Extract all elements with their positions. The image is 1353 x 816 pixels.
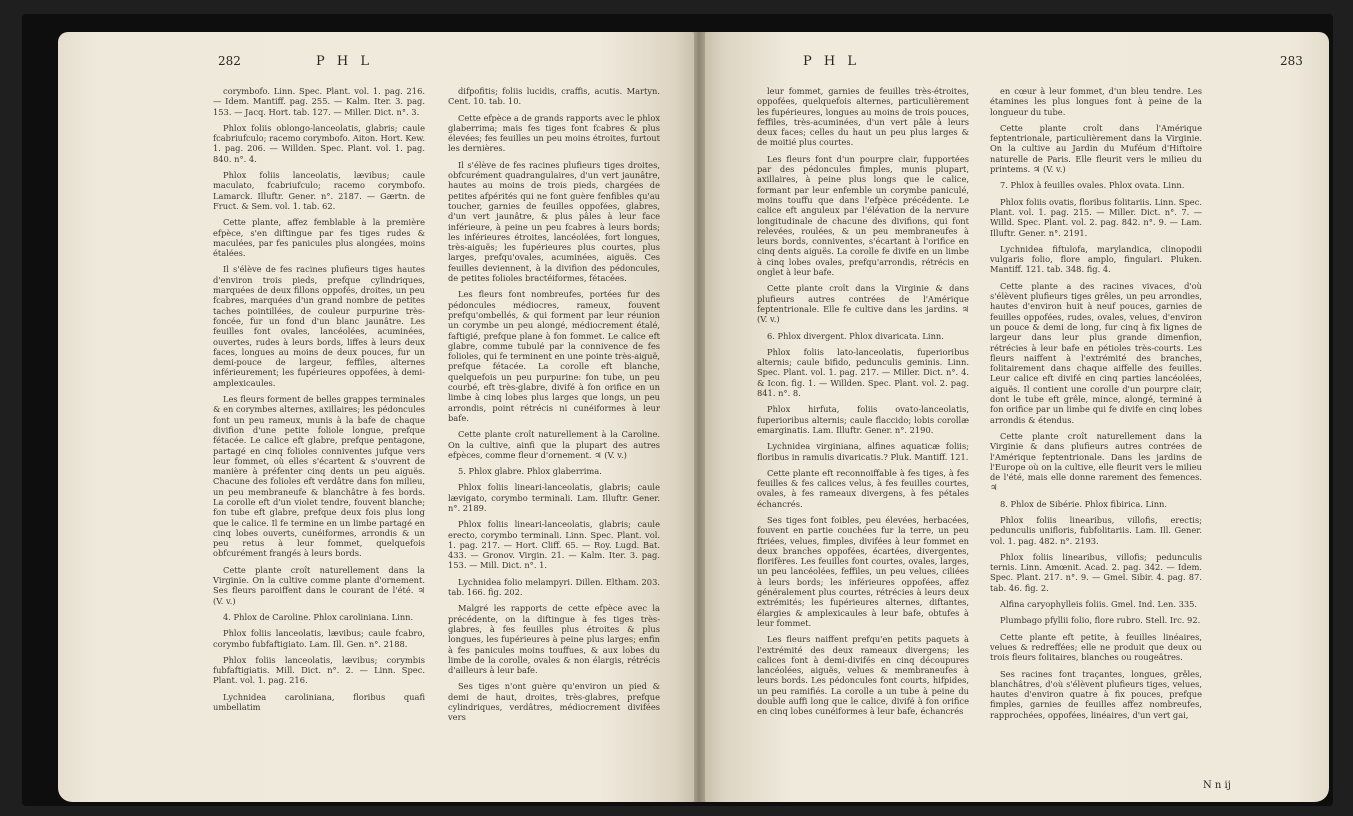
paragraph: 8. Phlox de Sibérie. Phlox fibirica. Linn. — [1000, 498, 1168, 509]
paragraph: leur fommet, garnies de feuilles très-étroites, oppofées, quelquefois alternes, particulièrement les fupérieures, longues au moins de trois pouces, feffiles, très-acuminées, d'un vert pâle à leurs deux faces; celles du haut un peu plus larges & de moitié plus courtes. — [757, 86, 969, 148]
open-book — [22, 14, 1333, 806]
paragraph: 6. Phlox divergent. Phlox divaricata. Linn. — [767, 330, 944, 341]
left-page — [58, 32, 694, 802]
paragraph: Phlox foliis ovatis, floribus folitariis. Linn. Spec. Plant. vol. 1. pag. 215. — Miller. Dict. n°. 7. — Willd. Spec. Plant. vol. 2. pag. 842. n°. 9. — Lam. Illuftr. Gener. n°. 2191. — [990, 196, 1202, 238]
paragraph: Il s'élève de fes racines plufieurs tiges droites, obfcurément quadrangulaires, d'un vert jaunâtre, hautes au moins de trois pieds, chargées de petites afpérités qui ne font guère fenfibles qu'au toucher, garnies de feuilles oppofées, glabres, d'un vert jaunâtre, & plus pâles à leur face inférieure, à peine un peu fcabres à leurs bords; les inférieures étroites, lancéolées, fort longues, très-aiguës; les fupérieures plus courtes, plus larges, prefqu'ovales, acuminées, aiguës. Ces feuilles deviennent, à la divifion des pédoncules, de petites folioles bractéiformes, fétacées. — [448, 159, 660, 284]
paragraph: Phlox foliis lanceolatis, lævibus; corymbis fubfaftigiatis. Mill. Dict. n°. 2. — Linn. Spec. Plant. vol. 1. pag. 216. — [213, 654, 425, 686]
left-column-2 — [448, 86, 660, 729]
paragraph: Lychnidea fiftulofa, marylandica, clinopodii vulgaris folio, flore amplo, fingulari. Pluken. Mantiff. 121. tab. 348. fig. 4. — [990, 243, 1202, 275]
paragraph: Alfina caryophylleis foliis. Gmel. Ind. Len. 335. — [1000, 599, 1198, 610]
paragraph: Malgré les rapports de cette efpèce avec la précédente, on la diftingue à fes tiges très-glabres, à fes feuilles plus étroites & plus longues, les fupérieures à peine plus larges; enfin à fes panicules moins touffues, & aux lobes du limbe de la corolle, ovales & non élargis, rétrécis d'ailleurs à leur bafe. — [448, 603, 660, 676]
paragraph: 4. Phlox de Caroline. Phlox caroliniana. Linn. — [223, 611, 414, 622]
paragraph: en cœur à leur fommet, d'un bleu tendre. Les étamines les plus longues font à peine de la longueur du tube. — [990, 86, 1202, 117]
paragraph: Cette plante croît naturellement dans la Virginie & dans plufieurs autres contrées de l'Amérique feptentrionale. Dans les jardins de l'Europe où on la cultive, elle fleurit vers le milieu de l'été, mais elle donne rarement des femences. ♃ — [990, 430, 1202, 493]
paragraph: Les fleurs forment de belles grappes terminales & en corymbes alternes, axillaires; les pédoncules font un peu rameux, munis à la bafe de chaque divifion d'une petite foliole longue, prefque fétacée. Le calice eft glabre, prefque pentagone, partagé en cinq folioles conniventes jufque vers leur fommet, où elles s'écartent & s'ouvrent de manière à préfenter cinq dents un peu aiguës. Chacune des folioles eft verdâtre dans fon milieu, un peu membraneufe & blanchâtre à fes bords. La corolle eft d'un violet tendre, fouvent blanche; fon tube eft glabre, prefque deux fois plus long que le calice. Il fe termine en un limbe partagé en cinq lobes ouverts, cunéiformes, arrondis & un peu retus à leur fommet, quelquefois obfcurément frangés à leurs bords. — [213, 394, 425, 559]
paragraph: 5. Phlox glabre. Phlox glaberrima. — [458, 466, 602, 477]
right-column-2 — [990, 86, 1202, 726]
paragraph: Phlox hirfuta, foliis ovato-lanceolatis, fuperioribus alternis; caule flaccido; lobis corollæ emarginatis. Lam. Illuftr. Gener. n°. 2190. — [757, 404, 969, 435]
paragraph: Cette plante croît dans la Virginie & dans plufieurs autres contrées de l'Amérique feptentrionale. Elle fe cultive dans les jardins. ♃ (V. v.) — [757, 283, 969, 325]
paragraph: Cette plante, affez femblable à la première efpèce, s'en diftingue par fes tiges rudes & maculées, par fes panicules plus alongées, moins étalées. — [213, 217, 425, 259]
paragraph: Cette plante croît dans l'Amérique feptentrionale, particulièrement dans la Virginie. On la cultive au Jardin du Muféum d'Hiftoire naturelle de Paris. Elle fleurit vers le milieu du printems. ♃ (V. v.) — [990, 122, 1202, 175]
right-column-1 — [757, 86, 969, 723]
paragraph: Cette plante eft reconnoiffable à fes tiges, à fes feuilles & fes calices velus, à fes feuilles courtes, ovales, à fes rameaux divergens, à fes pétales échancrés. — [757, 467, 969, 509]
paragraph: Les fleurs font nombreufes, portées fur des pédoncules médiocres, rameux, fouvent prefqu'ombellés, & qui forment par leur réunion un corymbe un peu alongé, médiocrement étalé, faftigié, prefque plane à fon fommet. Le calice eft glabre, comme tubulé par la connivence de fes folioles, qui fe terminent en une pointe très-aiguë, prefque fétacée. La corolle eft blanche, quelquefois un peu purpurine: fon tube, un peu courbé, eft très-glabre, divifé à fon orifice en un limbe à cinq lobes plus larges que longs, un peu arrondis, point rétrécis ni cunéiformes à leur bafe. — [448, 289, 660, 423]
right-page-number: 283 — [1280, 54, 1303, 68]
paragraph: Ses tiges n'ont guère qu'environ un pied & demi de haut, droites, très-glabres, prefque cylindriques, verdâtres, médiocrement divifées vers — [448, 681, 660, 723]
paragraph: Phlox foliis lanceolatis, lævibus; caule maculato, fcabriufculo; racemo corymbofo. Lamarck. Illuftr. Gener. n°. 2187. — Gærtn. de Fruct. & Sem. vol. 1. tab. 62. — [213, 170, 425, 211]
paragraph: corymbofo. Linn. Spec. Plant. vol. 1. pag. 216. — Idem. Mantiff. pag. 255. — Kalm. Iter. 3. pag. 153. — Jacq. Hort. tab. 127. — Miller. Dict. n°. 3. — [213, 86, 425, 117]
paragraph: Cette plante croît naturellement dans la Virginie. On la cultive comme plante d'ornement. Ses fleurs paroiffent dans le courant de l'été. ♃ (V. v.) — [213, 564, 425, 606]
right-running-head: P H L — [803, 54, 860, 69]
paragraph: Ses racines font traçantes, longues, grêles, blanchâtres, d'où s'élèvent plufieurs tiges, velues, hautes d'environ quatre à fix pouces, prefque fimples, garnies de feuilles affez nombreufes, rapprochées, oppofées, linéaires, d'un vert gai, — [990, 668, 1202, 720]
left-page-number: 282 — [218, 54, 241, 68]
paragraph: Lychnidea caroliniana, floribus quafi umbellatim — [213, 691, 425, 713]
paragraph: Les fleurs font d'un pourpre clair, fupportées par des pédoncules fimples, munis plupart, axillaires, à peine plus longs que le calice, formant par leur enfemble un corymbe paniculé, moins touffu que dans l'efpèce précédente. Le calice eft anguleux par l'élévation de la nervure longitudinale de chacune des divifions, qui font relevées, roulées, & un peu membraneufes à leurs bords, conniventes, s'écartant à l'orifice en cinq dents aiguës. La corolle fe divife en un limbe à cinq lobes ovales, prefqu'arrondis, rétrécis en onglet à leur bafe. — [757, 153, 969, 278]
paragraph: Lychnidea virginiana, alfines aquaticæ foliis; floribus in ramulis divaricatis.? Pluk. Mantiff. 121. — [757, 441, 969, 462]
paragraph: difpofitis; foliis lucidis, craffis, acutis. Martyn. Cent. 10. tab. 10. — [448, 86, 660, 107]
paragraph: Lychnidea folio melampyri. Dillen. Eltham. 203. tab. 166. fig. 202. — [448, 576, 660, 598]
paragraph: Cette plante croît naturellement à la Caroline. On la cultive, ainfi que la plupart des autres efpèces, comme fleur d'ornement. ♃ (V. v.) — [448, 429, 660, 460]
paragraph: Cette plante eft petite, à feuilles linéaires, velues & redreffées; elle ne produit que deux ou trois fleurs folitaires, blanches ou rougeâtres. — [990, 631, 1202, 663]
left-column-1 — [213, 86, 425, 718]
paragraph: Cette plante a des racines vivaces, d'où s'élèvent plufieurs tiges grêles, un peu arrondies, hautes d'environ huit à neuf pouces, garnies de feuilles oppofées, rudes, ovales, velues, d'environ un pouce & demi de long, fur cinq à fix lignes de largeur dans leur plus grande dimenfion, rétrécies à leur bafe en pétioles très-courts. Les fleurs naiffent à l'extrémité des branches, folitairement dans chaque aiffelle des feuilles. Leur calice eft divifé en cinq parties lancéolées, aiguës. Il contient une corolle d'un pourpre clair, dont le tube eft grêle, mince, alongé, terminé à fon orifice par un limbe qui fe divife en cinq lobes arrondis & étendus. — [990, 280, 1202, 425]
paragraph: Phlox foliis oblongo-lanceolatis, glabris; caule fcabriufculo; racemo corymbofo. Aiton. Hort. Kew. 1. pag. 206. — Willden. Spec. Plant. vol. 1. pag. 840. n°. 4. — [213, 122, 425, 164]
paragraph: Plumbago pfyllii folio, flore rubro. Stell. Irc. 92. — [1000, 615, 1201, 626]
signature-mark: N n ij — [1203, 780, 1231, 791]
paragraph: Cette efpèce a de grands rapports avec le phlox glaberrima; mais fes tiges font fcabres & plus élevées; fes feuilles un peu moins étroites, furtout les dernières. — [448, 112, 660, 154]
paragraph: Phlox foliis lineari-lanceolatis, glabris; caule erecto, corymbo terminali. Linn. Spec. Plant. vol. 1. pag. 217. — Hort. Cliff. 65. — Roy. Lugd. Bat. 433. — Gronov. Virgin. 21. — Kalm. Iter. 3. pag. 153. — Mill. Dict. n°. 1. — [448, 519, 660, 571]
paragraph: Les fleurs naiffent prefqu'en petits paquets à l'extrémité des deux rameaux divergens; les calices font à demi-divifés en cinq découpures lancéolées, aiguës, velues & membraneufes à leurs bords. Les pédoncules font courts, hifpides, un peu ramifiés. La corolle a un tube à peine du double auffi long que le calice, divifé à fon orifice en cinq lobes cunéiformes à leur bafe, échancrés — [757, 634, 969, 717]
paragraph: Phlox foliis lineari-lanceolatis, glabris; caule lævigato, corymbo terminali. Lam. Illuftr. Gener. n°. 2189. — [448, 482, 660, 513]
paragraph: Phlox foliis linearibus, villofis; pedunculis ternis. Linn. Amœnit. Acad. 2. pag. 342. — Idem. Spec. Plant. 217. n°. 9. — Gmel. Sibir. 4. pag. 87. tab. 46. fig. 2. — [990, 551, 1202, 593]
paragraph: 7. Phlox à feuilles ovales. Phlox ovata. Linn. — [1000, 180, 1185, 191]
paragraph: Phlox foliis lanceolatis, lævibus; caule fcabro, corymbo fubfaftigiato. Lam. Ill. Gen. n°. 2188. — [213, 628, 425, 649]
paragraph: Phlox foliis lato-lanceolatis, fuperioribus alternis; caule bifido, pedunculis geminis. Linn. Spec. Plant. vol. 1. pag. 217. — Miller. Dict. n°. 4. & Icon. fig. 1. — Willden. Spec. Plant. vol. 2. pag. 841. n°. 8. — [757, 346, 969, 399]
paragraph: Phlox foliis linearibus, villofis, erectis; pedunculis unifloris, fubfolitariis. Lam. Ill. Gener. vol. 1. pag. 482. n°. 2193. — [990, 514, 1202, 546]
right-page — [705, 32, 1329, 802]
paragraph: Ses tiges font foibles, peu élevées, herbacées, fouvent en partie couchées fur la terre, un peu ftriées, velues, fimples, divifées à leur fommet en deux branches oppofées, écartées, divergentes, florifères. Les feuilles font courtes, ovales, larges, un peu lancéolées, feffiles, un peu velues, ciliées à leurs bords; les inférieures oppofées, affez généralement plus courtes, rétrécies à leurs deux extrémités; les fupérieures alternes, diftantes, élargies & amplexicaules à leur bafe, obtufes à leur fommet. — [757, 514, 969, 628]
left-running-head: P H L — [316, 54, 373, 69]
paragraph: Il s'élève de fes racines plufieurs tiges hautes d'environ trois pieds, prefque cylindriques, marquées de deux fillons oppofés, droites, un peu fcabres, marquées d'un grand nombre de petites taches pointillées, de couleur purpurine très-foncée, fur un fond d'un blanc jaunâtre. Les feuilles font ovales, lancéolées, acuminées, ouvertes, rudes à leurs bords, liffes à leurs deux faces, longues au moins de deux pouces, fur un demi-pouce de largeur, feffiles, alternes inférieurement; les fupérieures oppofées, à demi-amplexicaules. — [213, 264, 425, 388]
